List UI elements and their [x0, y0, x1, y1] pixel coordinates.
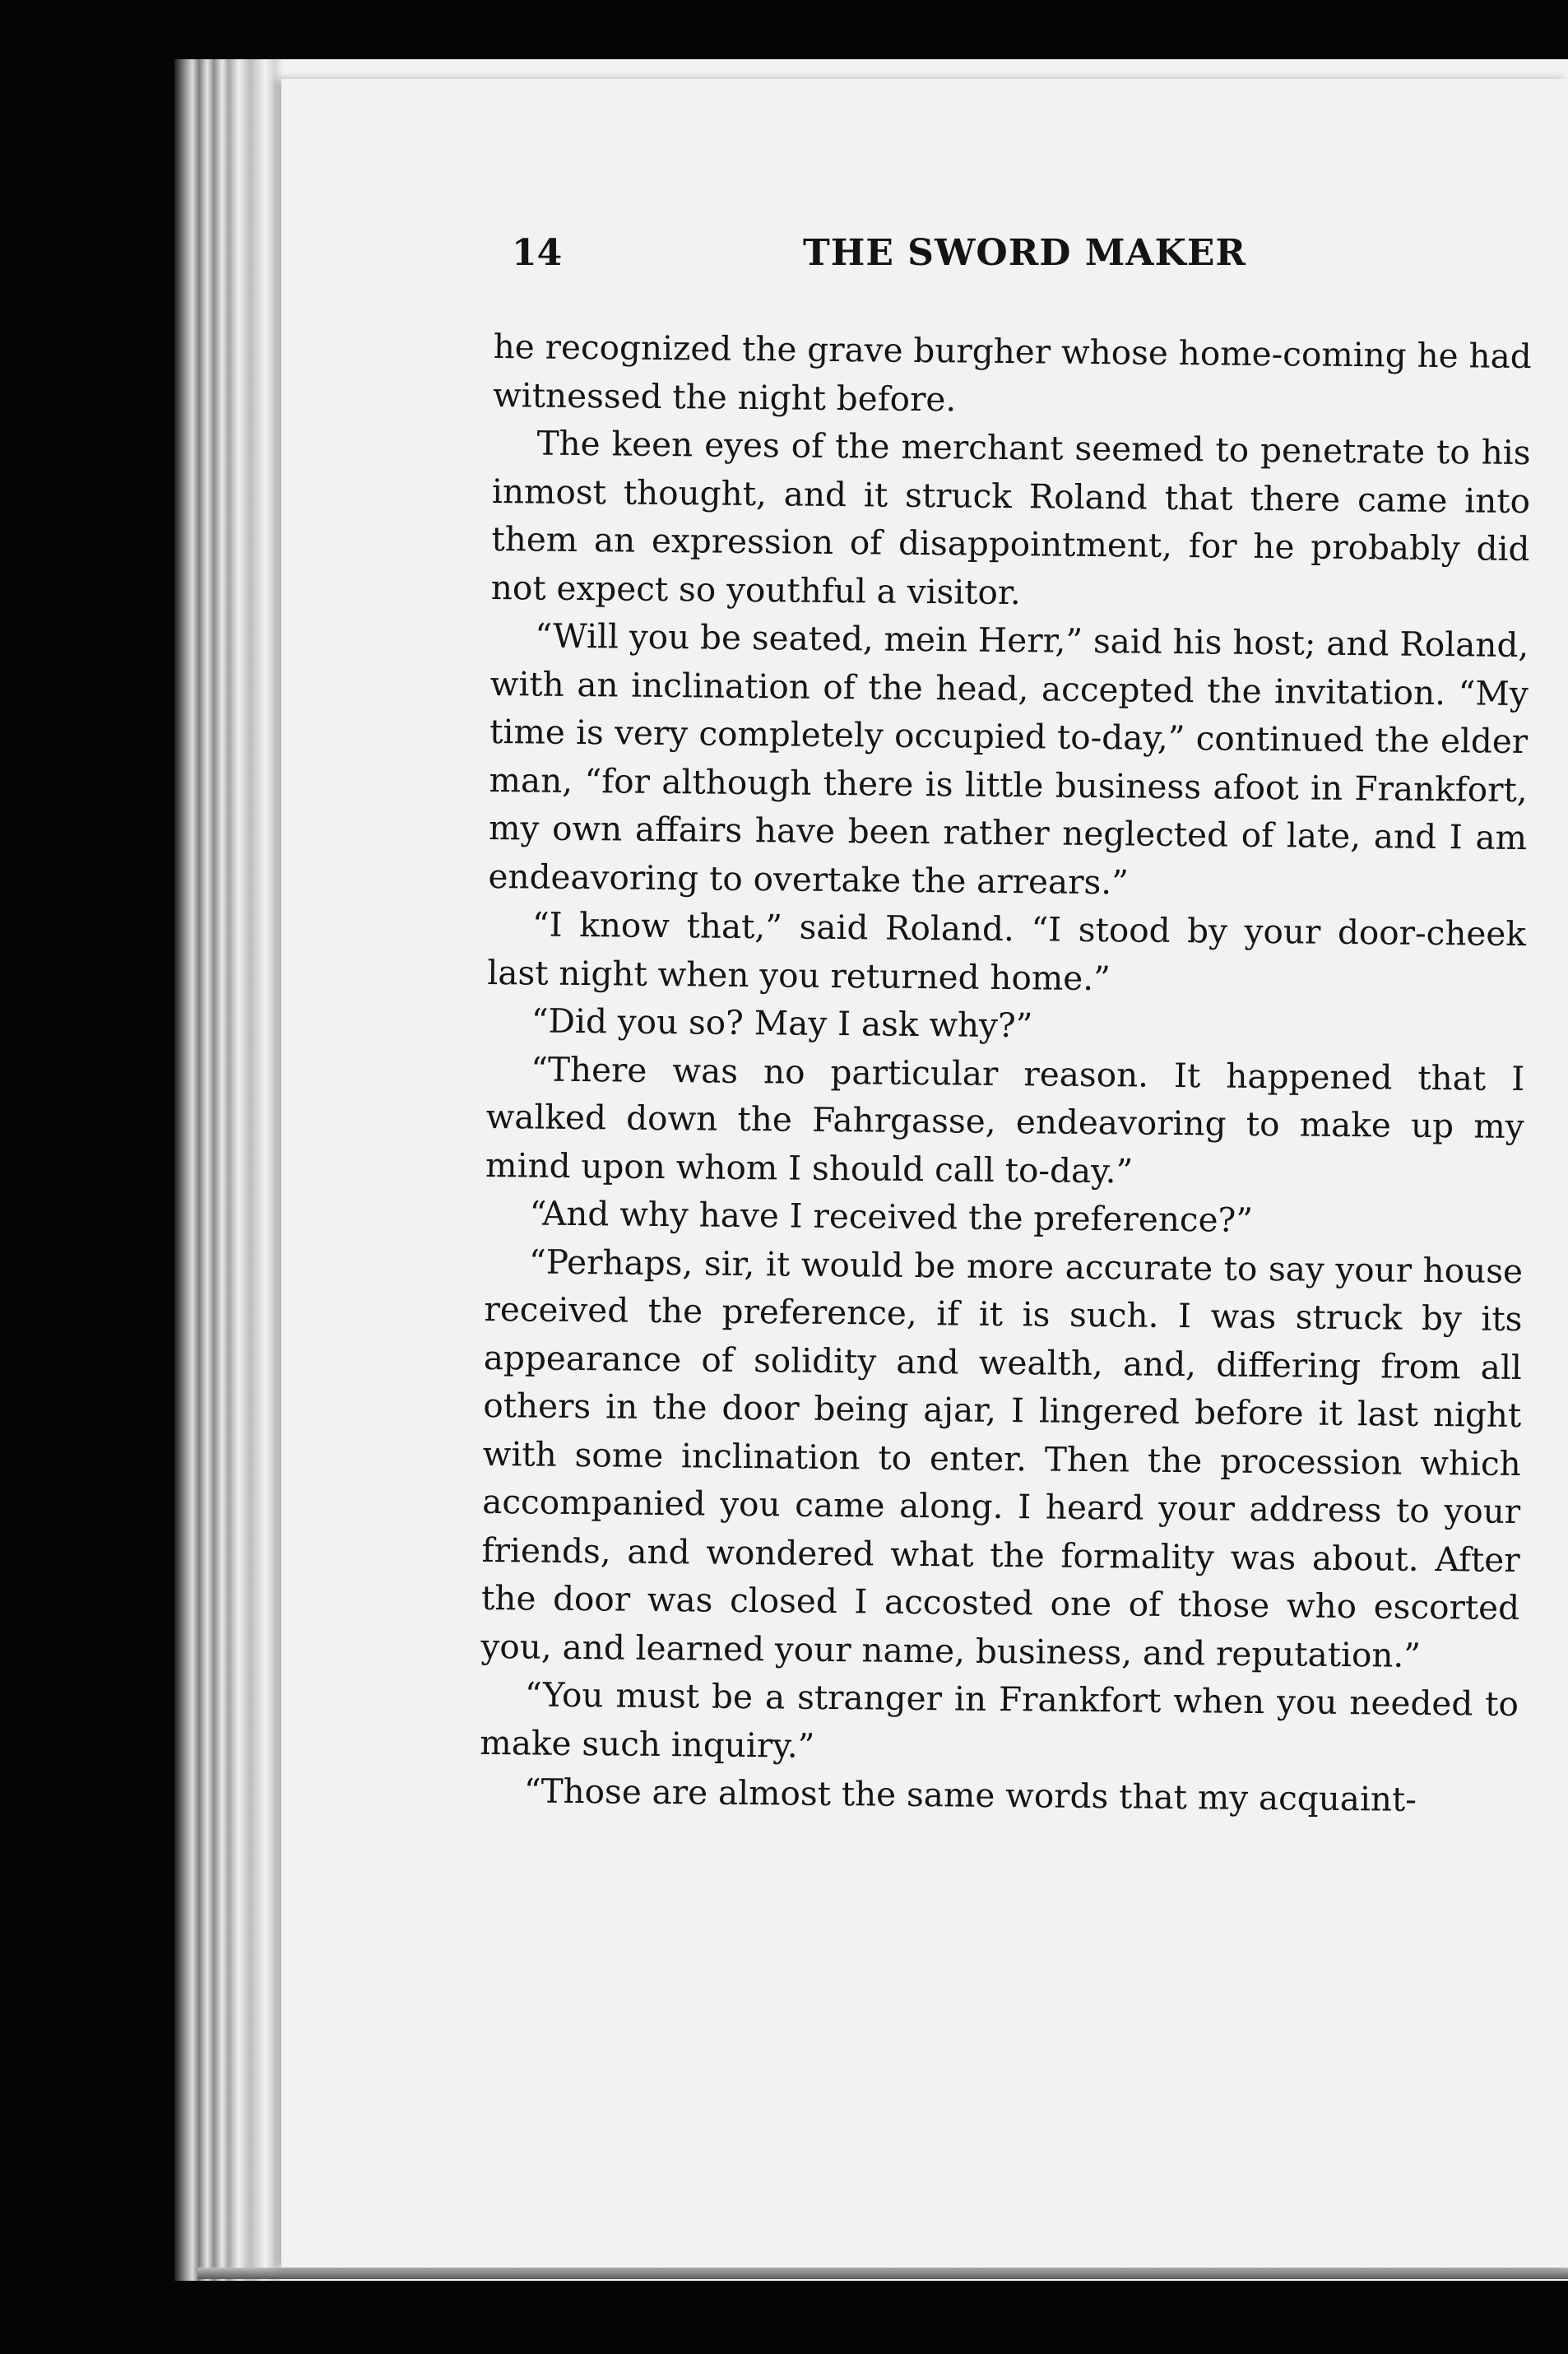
paragraph: “I know that,” said Roland. “I stood by your door-cheek last night when you returned home.” — [487, 904, 1527, 998]
paragraph: “There was no particular reason. It happened that I walked down the Fahrgasse, endeavoring to make up my mind upon whom I should call to-day.” — [485, 1048, 1525, 1191]
book-title: THE SWORD MAKER — [803, 232, 1246, 274]
paragraph: “Will you be seated, mein Herr,” said his host; and Roland, with an inclination of the head, accepted the invitation. “My time is very completely occupied to-day,” continued the elder man, “for although there is little business afoot in Frankfort, my own affairs have been rather neglected of late, and I am endeavoring to overtake the arrears.” — [488, 615, 1529, 902]
paragraph: “Those are almost the same words that my acquaint- — [523, 1771, 1417, 1819]
paragraph: The keen eyes of the merchant seemed to penetrate to his inmost thought, and it struck Roland that there came into them an expression of disappointment, for he probably did not expect so youthful a visitor. — [490, 423, 1531, 612]
paragraph: “Did you so? May I ask why?” — [531, 1001, 1033, 1046]
page-bottom-edge — [197, 2268, 1568, 2279]
page-number: 14 — [512, 232, 563, 274]
body-text — [480, 323, 1532, 1825]
paragraph: he recognized the grave burgher whose home-coming he had witnessed the night before. — [492, 326, 1532, 419]
paragraph: “Perhaps, sir, it would be more accurate to say your house received the preference, if it is such. I was struck by its appearance of solidity and wealth, and, differing from all others in the door being ajar, I lingered before it last night with some inclination to enter. Then the procession which accompanied you came along. I heard your address to your friends, and wondered what the formality was about. After the door was closed I accosted one of those who escorted you, and learned your name, business, and reputation.” — [480, 1241, 1524, 1675]
paragraph: “And why have I received the preference?” — [529, 1193, 1254, 1240]
running-head — [512, 232, 1540, 290]
paragraph: “You must be a stranger in Frankfort when you needed to make such inquiry.” — [480, 1674, 1519, 1766]
